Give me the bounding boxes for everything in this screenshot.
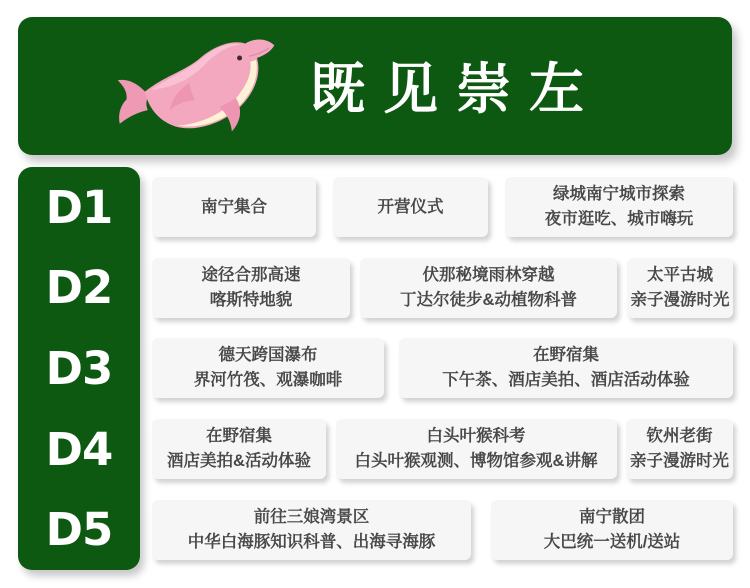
card-line: 界河竹筏、观瀑咖啡 (193, 371, 343, 390)
card-line: 南宁散团 (579, 507, 645, 526)
itinerary-card (626, 419, 733, 479)
card-line: 在野宿集 (533, 346, 599, 365)
card-line: 伏那秘境雨林穿越 (422, 265, 555, 284)
day-label-d2: D2 (45, 261, 113, 315)
card-line: 夜市逛吃、城市嗨玩 (544, 210, 694, 229)
pink-dolphin-icon (114, 28, 282, 144)
card-line: 绿城南宁城市探索 (553, 185, 685, 204)
card-line: 德天跨国瀑布 (218, 346, 318, 365)
itinerary-grid (152, 167, 733, 570)
card-line: 亲子漫游时光 (630, 290, 730, 309)
card-line: 白头叶猴科考 (426, 427, 526, 446)
card-line: 开营仪式 (377, 197, 444, 216)
card-line: 在野宿集 (206, 427, 272, 446)
itinerary-card (399, 338, 733, 398)
itinerary-card (152, 419, 326, 479)
itinerary-card (360, 258, 617, 318)
day-label-d4: D4 (45, 422, 113, 476)
day-label-d3: D3 (45, 341, 113, 395)
card-line: 下午茶、酒店美拍、酒店活动体验 (442, 371, 690, 390)
card-line: 前往三娘湾景区 (253, 507, 370, 526)
itinerary-card (333, 177, 488, 237)
card-line: 途径合那高速 (201, 265, 301, 284)
day-row-d3 (152, 328, 733, 409)
itinerary-card (152, 338, 384, 398)
day-row-d1 (152, 167, 733, 248)
day-label-d5: D5 (45, 503, 113, 557)
page-title: 既见崇左 (310, 55, 603, 121)
card-line: 酒店美拍&活动体验 (167, 452, 311, 471)
itinerary-card (152, 500, 471, 560)
day-sidebar (18, 167, 140, 570)
card-line: 钦州老街 (646, 427, 713, 446)
card-line: 中华白海豚知识科普、出海寻海豚 (187, 532, 436, 551)
card-line: 南宁集合 (201, 197, 267, 216)
card-line: 喀斯特地貌 (209, 290, 293, 309)
itinerary-card (491, 500, 733, 560)
itinerary-card (336, 419, 617, 479)
card-line: 亲子漫游时光 (630, 452, 729, 471)
card-line: 白头叶猴观测、博物馆参观&讲解 (354, 452, 598, 471)
card-line: 大巴统一送机/送站 (543, 532, 681, 551)
itinerary-card (627, 258, 733, 318)
header-banner (18, 17, 732, 155)
day-row-d4 (152, 409, 733, 490)
day-label-d1: D1 (45, 180, 113, 234)
day-row-d5 (152, 489, 733, 570)
itinerary-card (505, 177, 733, 237)
itinerary-card (152, 258, 350, 318)
card-line: 太平古城 (647, 265, 713, 284)
day-row-d2 (152, 248, 733, 329)
itinerary-card (152, 177, 316, 237)
card-line: 丁达尔徒步&动植物科普 (400, 290, 577, 309)
